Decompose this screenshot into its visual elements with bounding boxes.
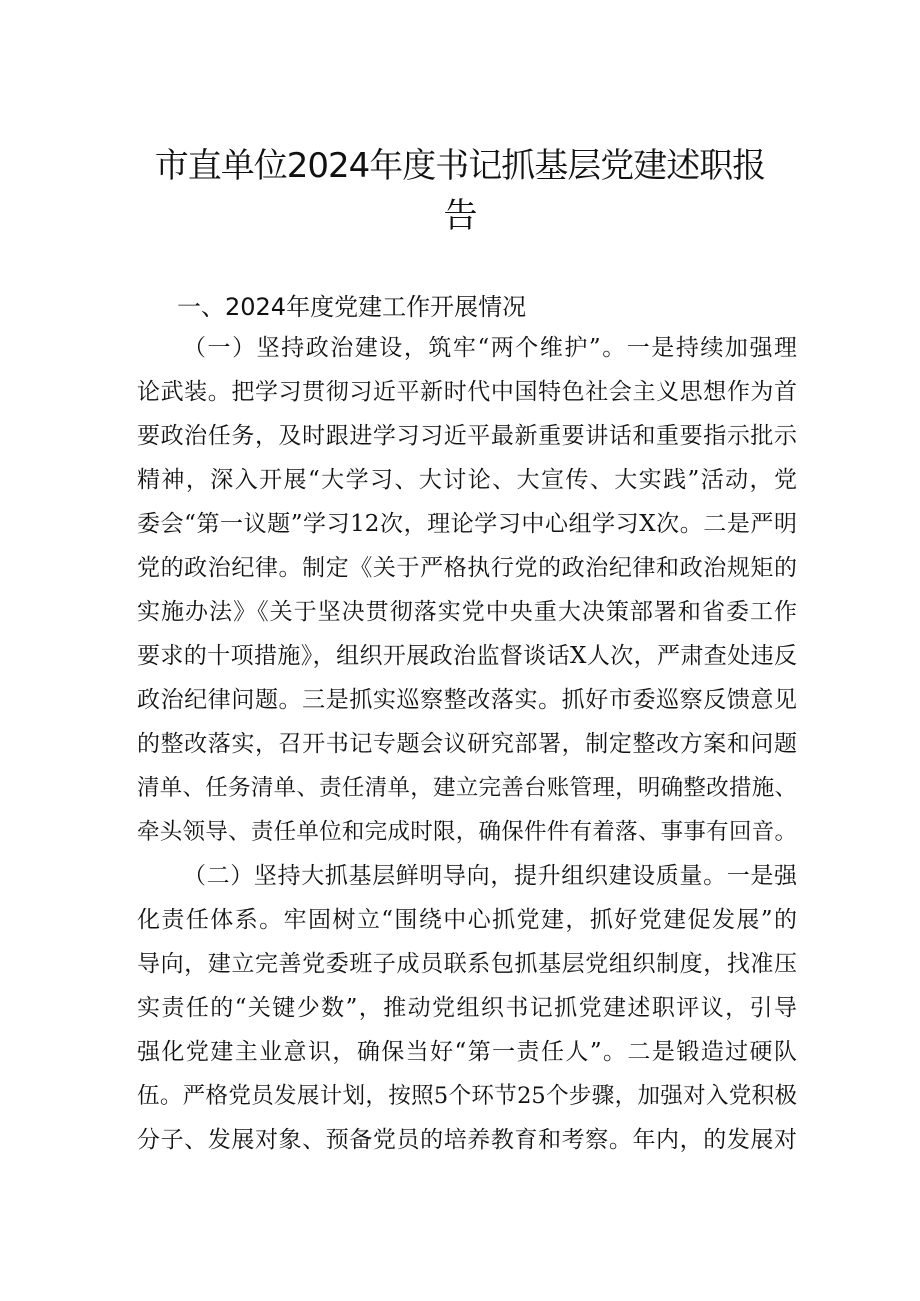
paragraph-1-line: 清单、任务清单、责任清单，建立完善台账管理，明确整改措施、 <box>137 775 797 801</box>
paragraph-1-line: 的整改落实，召开书记专题会议研究部署，制定整改方案和问题 <box>137 731 797 757</box>
paragraph-2-line: 实责任的“关键少数”，推动党组织书记抓党建述职评议，引导 <box>137 995 797 1021</box>
paragraph-1-line: 精神，深入开展“大学习、大讨论、大宣传、大实践”活动，党 <box>137 467 797 493</box>
paragraph-1-line: 论武装。把学习贯彻习近平新时代中国特色社会主义思想作为首 <box>137 379 797 405</box>
paragraph-1-line: 委会“第一议题”学习12次，理论学习中心组学习X次。二是严明 <box>137 511 797 537</box>
section-heading: 一、2024年度党建工作开展情况 <box>177 293 527 321</box>
paragraph-1-line: 要求的十项措施》，组织开展政治监督谈话X人次，严肃查处违反 <box>137 643 797 669</box>
paragraph-2-line: 化责任体系。牢固树立“围绕中心抓党建，抓好党建促发展”的 <box>137 907 797 933</box>
paragraph-1-line: （一）坚持政治建设，筑牢“两个维护”。一是持续加强理 <box>183 335 797 361</box>
paragraph-1-line: 政治纪律问题。三是抓实巡察整改落实。抓好市委巡察反馈意见 <box>137 687 797 713</box>
paragraph-2-line: 强化党建主业意识，确保当好“第一责任人”。二是锻造过硬队 <box>137 1039 797 1065</box>
document-title-line-2: 告 <box>443 196 477 236</box>
paragraph-1-line: 牵头领导、责任单位和完成时限，确保件件有着落、事事有回音。 <box>137 819 797 845</box>
document-title-line-1: 市直单位2024年度书记抓基层党建述职报 <box>154 146 766 186</box>
paragraph-1-line: 要政治任务，及时跟进学习习近平最新重要讲话和重要指示批示 <box>137 423 797 449</box>
paragraph-1-line: 党的政治纪律。制定《关于严格执行党的政治纪律和政治规矩的 <box>137 555 797 581</box>
paragraph-2-line: 分子、发展对象、预备党员的培养教育和考察。年内，的发展对 <box>137 1127 797 1153</box>
paragraph-1-line: 实施办法》《关于坚决贯彻落实党中央重大决策部署和省委工作 <box>137 599 797 625</box>
paragraph-2-line: （二）坚持大抓基层鲜明导向，提升组织建设质量。一是强 <box>183 863 797 889</box>
paragraph-2-line: 伍。严格党员发展计划，按照5个环节25个步骤，加强对入党积极 <box>137 1083 797 1109</box>
paragraph-2-line: 导向，建立完善党委班子成员联系包抓基层党组织制度，找准压 <box>137 951 797 977</box>
